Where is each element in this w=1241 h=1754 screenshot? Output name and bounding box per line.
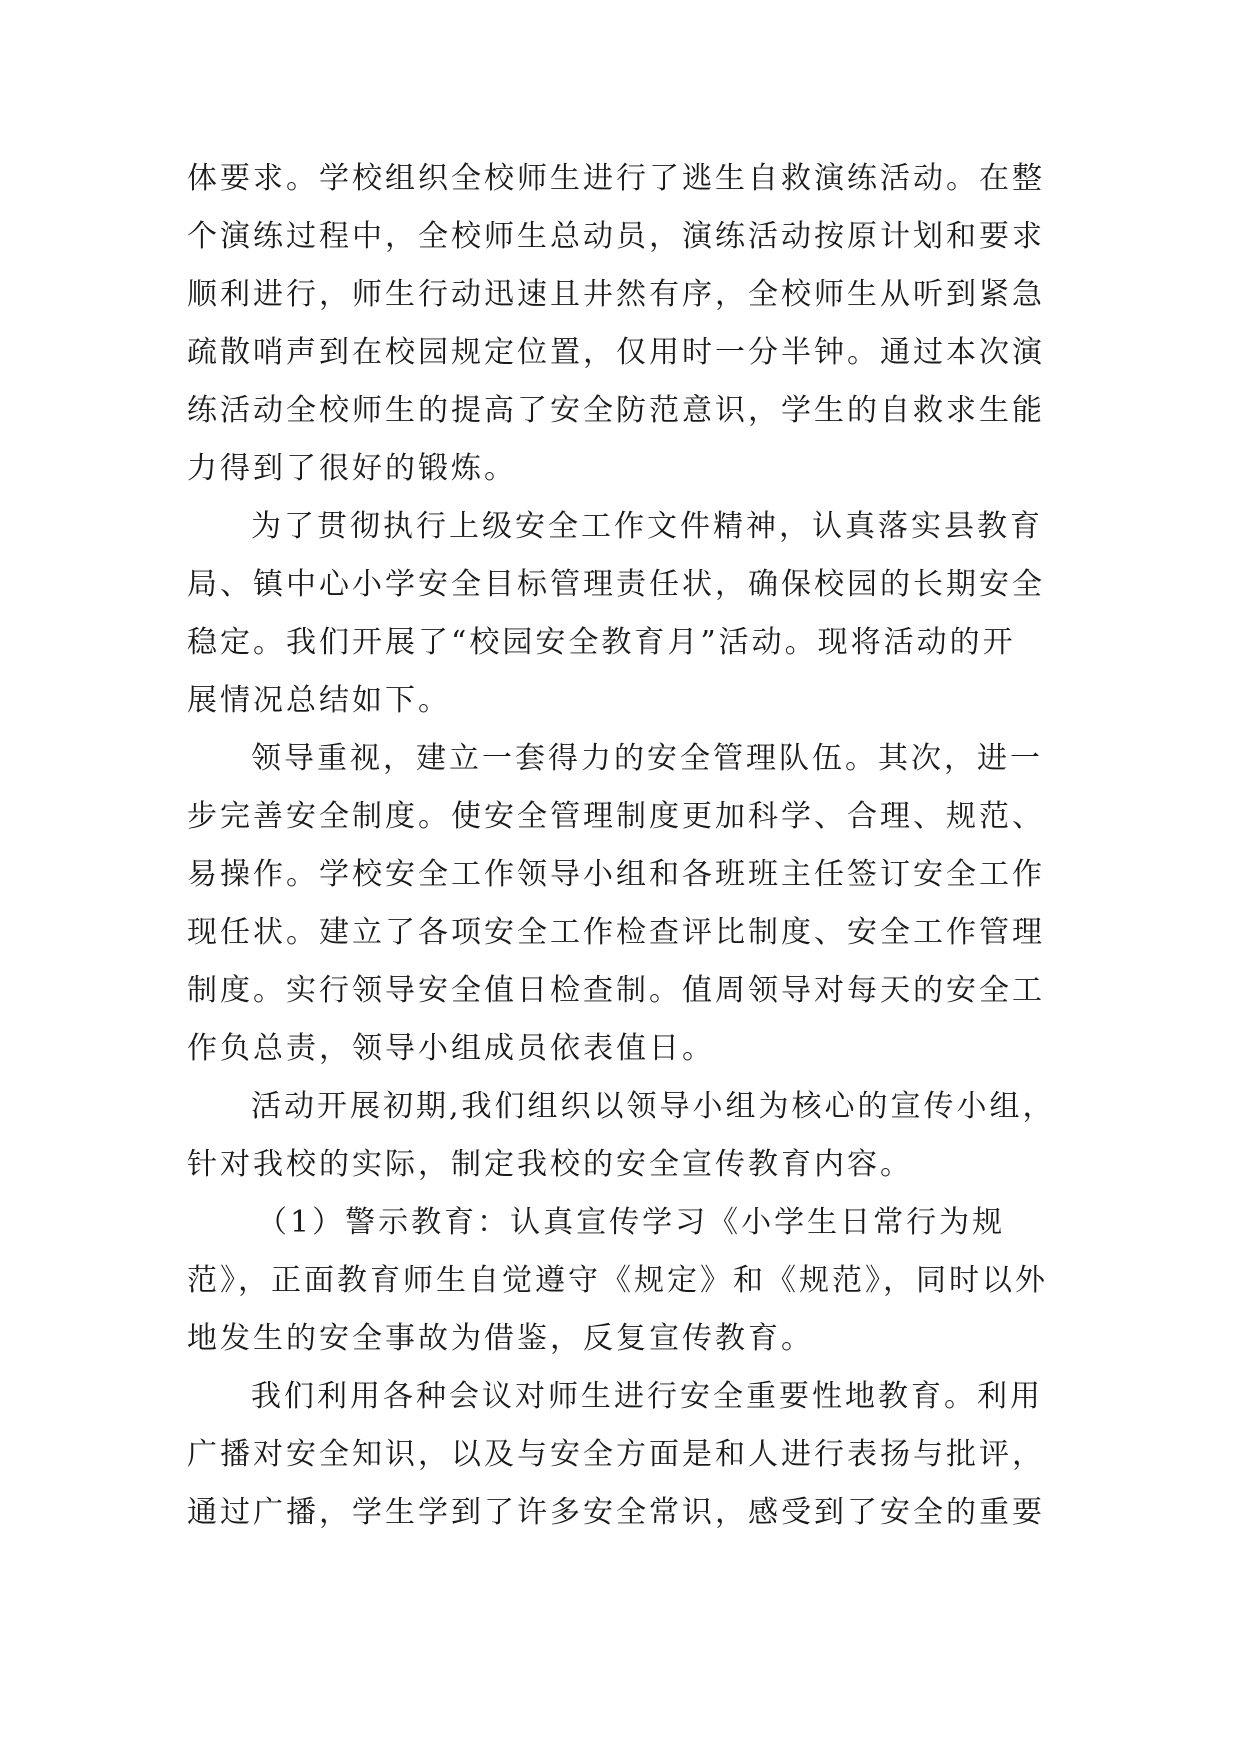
text-line: 易操作。学校安全工作领导小组和各班班主任签订安全工作 xyxy=(187,857,1045,892)
text-line: 体要求。学校组织全校师生进行了逃生自救演练活动。在整 xyxy=(187,161,1045,196)
text-line: 现任状。建立了各项安全工作检查评比制度、安全工作管理 xyxy=(187,915,1045,950)
paragraph xyxy=(187,498,1057,730)
text-line: 为了贯彻执行上级安全工作文件精神，认真落实县教育 xyxy=(251,509,1043,544)
text-line: 范》，正面教育师生自觉遵守《规定》和《规范》，同时以外 xyxy=(187,1263,1048,1298)
text-line: 我们利用各种会议对师生进行安全重要性地教育。利用 xyxy=(251,1379,1043,1414)
text-line: 地发生的安全事故为借鉴，反复宣传教育。 xyxy=(187,1321,814,1356)
text-line: 活动开展初期,我们组织以领导小组为核心的宣传小组， xyxy=(251,1089,1056,1124)
text-line: 制度。实行领导安全值日检查制。值周领导对每天的安全工 xyxy=(187,973,1045,1008)
paragraph xyxy=(187,1078,1057,1194)
text-line: 个演练过程中，全校师生总动员，演练活动按原计划和要求 xyxy=(187,219,1045,254)
text-line: 练活动全校师生的提高了安全防范意识，学生的自救求生能 xyxy=(187,393,1045,428)
text-line: 步完善安全制度。使安全管理制度更加科学、合理、规范、 xyxy=(187,799,1045,834)
text-line: 展情况总结如下。 xyxy=(187,683,451,718)
text-line: 局、镇中心小学安全目标管理责任状，确保校园的长期安全 xyxy=(187,567,1045,602)
text-line: 疏散哨声到在校园规定位置，仅用时一分半钟。通过本次演 xyxy=(187,335,1045,370)
text-line: （1）警示教育：认真宣传学习《小学生日常行为规 xyxy=(257,1205,1006,1240)
text-line: 作负总责，领导小组成员依表值日。 xyxy=(187,1031,715,1066)
paragraph xyxy=(187,730,1057,1078)
document-body xyxy=(187,150,1057,1542)
text-line: 针对我校的实际，制定我校的安全宣传教育内容。 xyxy=(187,1147,913,1182)
text-line: 通过广播，学生学到了许多安全常识，感受到了安全的重要 xyxy=(187,1495,1045,1530)
text-line: 稳定。我们开展了“校园安全教育月”活动。现将活动的开 xyxy=(187,625,1016,660)
paragraph xyxy=(187,1368,1057,1542)
text-line: 广播对安全知识，以及与安全方面是和人进行表扬与批评， xyxy=(187,1437,1045,1472)
text-line: 顺利进行，师生行动迅速且井然有序，全校师生从听到紧急 xyxy=(187,277,1045,312)
paragraph xyxy=(187,150,1057,498)
text-line: 力得到了很好的锻炼。 xyxy=(187,451,517,486)
paragraph xyxy=(187,1194,1057,1368)
text-line: 领导重视，建立一套得力的安全管理队伍。其次，进一 xyxy=(251,741,1043,776)
